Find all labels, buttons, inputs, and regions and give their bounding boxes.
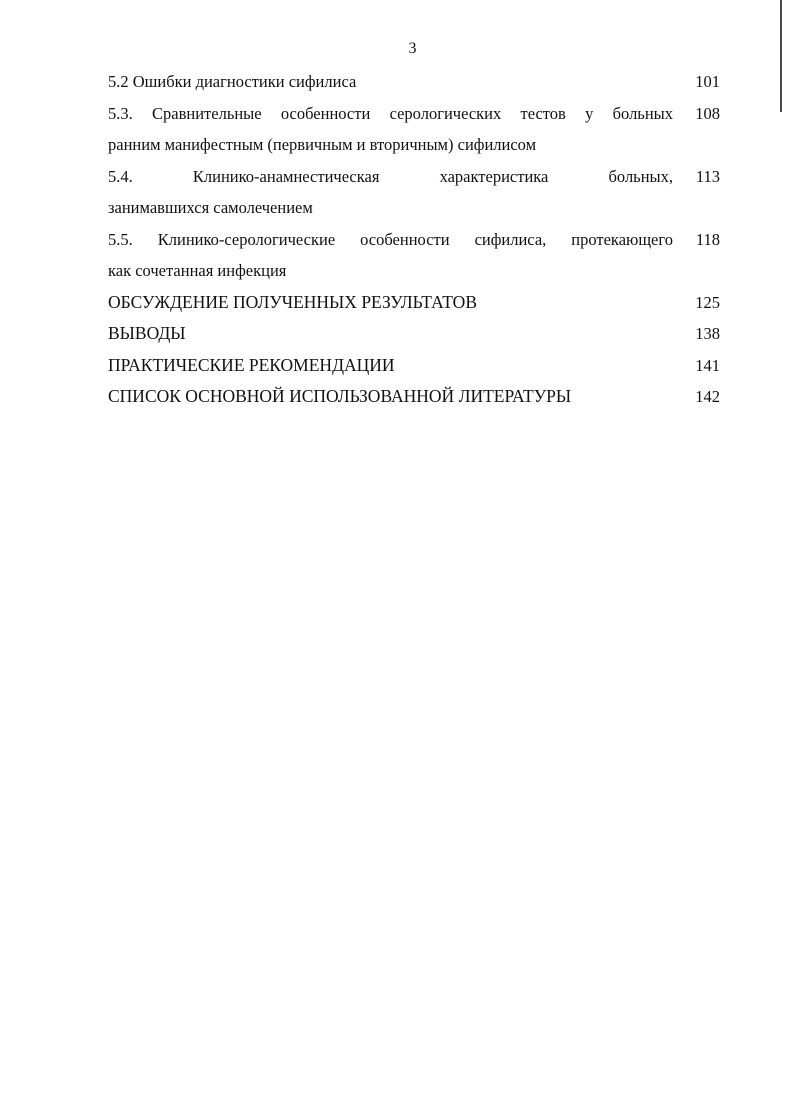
toc-entry-title bbox=[108, 287, 673, 319]
toc-entry-5-2 bbox=[108, 66, 720, 98]
toc-entry-line: 5.2 Ошибки диагностики сифилиса bbox=[108, 72, 357, 91]
toc-entry-5-4 bbox=[108, 161, 720, 224]
toc-entry-title bbox=[108, 381, 673, 413]
toc-entry-conclusions bbox=[108, 318, 720, 350]
toc-entry-page-number: 142 bbox=[695, 387, 720, 406]
toc-entry-title bbox=[108, 318, 673, 350]
page-number: 3 bbox=[408, 40, 417, 57]
toc-entry-page-number: 125 bbox=[695, 292, 720, 312]
toc-entry-line: 5.3. Сравнительные особенности серологических тестов у больных bbox=[108, 103, 673, 123]
toc-entry-line: СПИСОК ОСНОВНОЙ ИСПОЛЬЗОВАННОЙ ЛИТЕРАТУРЫ bbox=[108, 386, 572, 406]
toc-entry-line: как сочетанная инфекция bbox=[108, 261, 287, 280]
toc-entry-references bbox=[108, 381, 720, 413]
toc-entry-line: ВЫВОДЫ bbox=[108, 323, 186, 343]
toc-entry-recommendations bbox=[108, 350, 720, 382]
toc-entry-title bbox=[108, 98, 673, 161]
toc-entry-title bbox=[108, 66, 673, 98]
toc-entry-title bbox=[108, 161, 673, 224]
table-of-contents bbox=[108, 66, 720, 413]
toc-entry-page-number: 138 bbox=[695, 324, 720, 343]
toc-entry-line: ПРАКТИЧЕСКИЕ РЕКОМЕНДАЦИИ bbox=[108, 354, 395, 375]
toc-entry-page-number: 108 bbox=[695, 103, 720, 123]
toc-entry-discussion bbox=[108, 287, 720, 319]
toc-entry-page-number: 141 bbox=[695, 355, 720, 375]
toc-entry-page-number: 101 bbox=[695, 72, 720, 91]
toc-entry-title bbox=[108, 350, 673, 382]
toc-entry-title bbox=[108, 224, 673, 287]
toc-entry-page-number: 118 bbox=[695, 229, 720, 249]
toc-entry-line: ранним манифестным (первичным и вторичным) сифилисом bbox=[108, 135, 537, 154]
toc-entry-5-5 bbox=[108, 224, 720, 287]
toc-entry-line: ОБСУЖДЕНИЕ ПОЛУЧЕННЫХ РЕЗУЛЬТАТОВ bbox=[108, 291, 477, 312]
toc-entry-line: занимавшихся самолечением bbox=[108, 198, 313, 217]
toc-entry-5-3 bbox=[108, 98, 720, 161]
toc-entry-line: 5.5. Клинико-серологические особенности сифилиса, протекающего bbox=[108, 229, 673, 249]
toc-entry-line: 5.4. Клинико-анамнестическая характеристика больных, bbox=[108, 166, 673, 186]
toc-entry-page-number: 113 bbox=[695, 166, 720, 186]
